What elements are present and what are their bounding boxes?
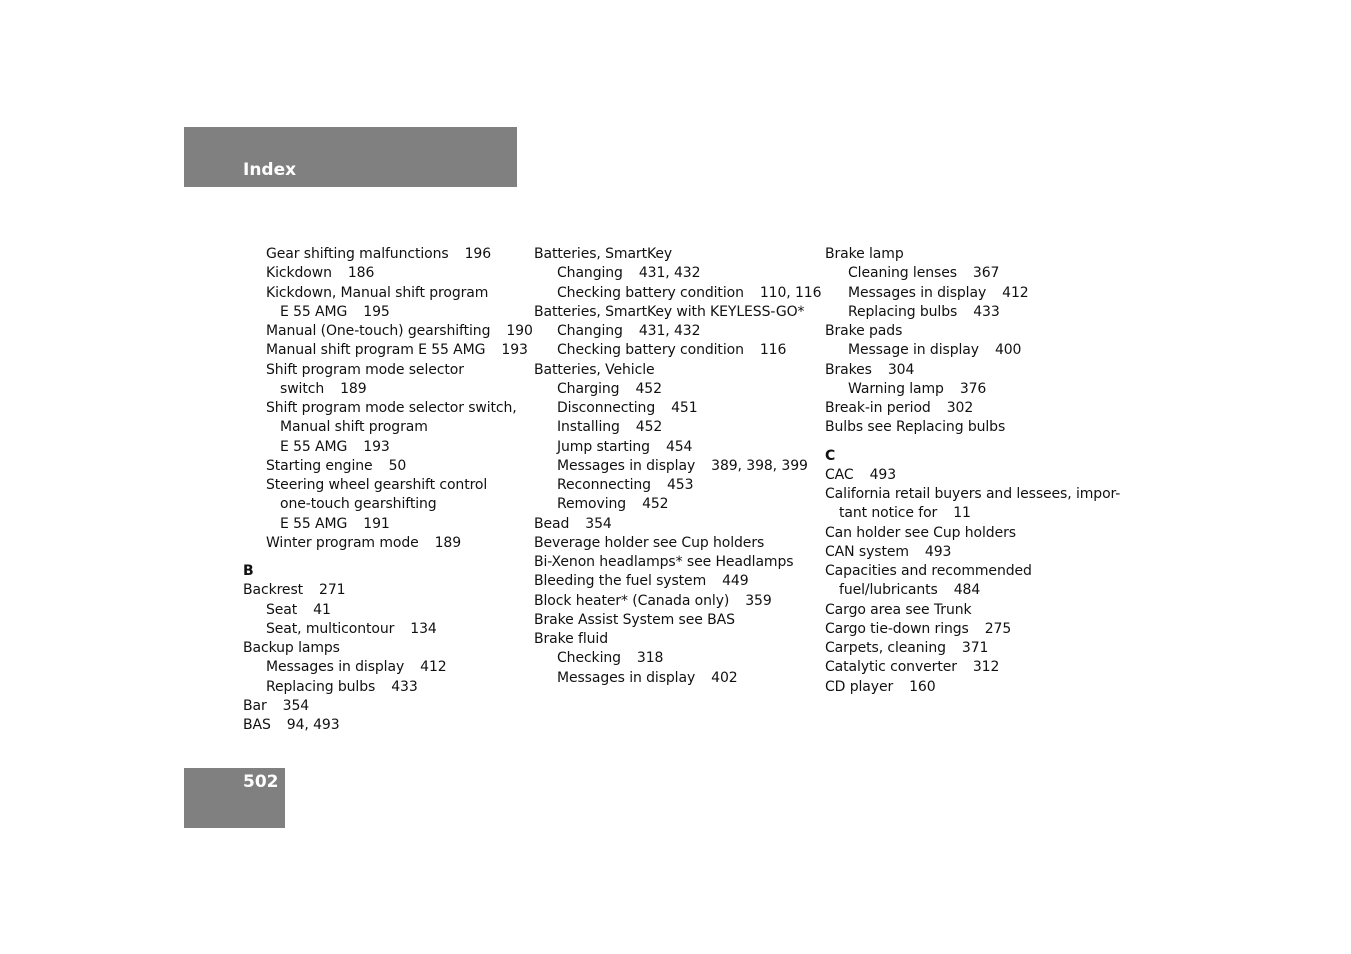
index-entry (534, 457, 819, 476)
index-page-ref: 452 (635, 380, 662, 397)
index-term: Manual shift program (280, 419, 428, 436)
index-term: Starting engine (266, 457, 373, 474)
index-entry (243, 361, 528, 380)
index-entry (243, 399, 528, 418)
index-term: Batteries, SmartKey with KEYLESS-GO* (534, 303, 805, 320)
index-entry (534, 380, 819, 399)
index-term: CD player (825, 678, 894, 695)
index-term: Cargo tie-down rings (825, 620, 969, 637)
index-page-ref: 304 (887, 361, 915, 378)
index-page-ref: 454 (665, 438, 693, 455)
section-letter (243, 562, 528, 581)
index-term: switch (280, 380, 325, 397)
index-entry (534, 399, 819, 418)
index-term: Seat, multicontour (266, 620, 395, 637)
index-entry (825, 601, 1125, 620)
index-page-ref: 484 (953, 582, 981, 599)
index-page-ref: 41 (313, 601, 331, 618)
index-term: Bleeding the fuel system (534, 573, 707, 590)
index-page-ref: 275 (984, 620, 1012, 637)
index-entry (825, 562, 1125, 581)
index-term: Beverage holder see Cup holders (534, 534, 765, 551)
index-page-ref: 116 (759, 342, 787, 359)
index-entry (825, 658, 1125, 677)
index-term: Kickdown, Manual shift program (266, 284, 489, 301)
index-term: Bulbs see Replacing bulbs (825, 419, 1006, 436)
index-entry (243, 322, 533, 341)
index-entry (825, 485, 1125, 504)
index-entry (243, 601, 528, 620)
index-entry (825, 361, 1125, 380)
index-entry (534, 284, 822, 303)
index-term: Break-in period (825, 400, 931, 416)
page-title: Index (243, 160, 297, 180)
header-bar (184, 127, 517, 187)
index-term: Messages in display (557, 457, 696, 474)
index-entry (243, 620, 528, 639)
index-entry (243, 457, 528, 476)
index-term: BAS (243, 717, 271, 733)
index-page-ref: 359 (745, 592, 772, 609)
index-term: Seat (266, 601, 298, 618)
index-entry (825, 264, 1125, 283)
index-entry (534, 322, 819, 341)
index-page-ref: 449 (722, 573, 749, 590)
index-entry (825, 418, 1125, 437)
index-term: Checking battery condition (557, 342, 744, 359)
index-page-ref: 134 (410, 620, 437, 637)
index-term: Bi-Xenon headlamps* see Headlamps (534, 554, 794, 570)
index-entry (534, 515, 819, 534)
index-entry (534, 592, 819, 611)
index-page-ref: 451 (671, 400, 698, 416)
index-page-ref: 196 (464, 246, 491, 262)
index-page-ref: 50 (388, 457, 407, 474)
index-entry (243, 639, 528, 658)
index-page-ref: 189 (340, 380, 367, 397)
index-term: Brake fluid (534, 631, 608, 647)
index-entry (825, 341, 1125, 360)
index-term: Changing (557, 265, 623, 282)
index-entry (825, 303, 1125, 322)
index-entry (534, 264, 819, 283)
index-entry (534, 649, 819, 668)
index-page-ref: 110, 116 (759, 284, 822, 301)
index-term: Batteries, Vehicle (534, 361, 655, 378)
index-term: California retail buyers and lessees, impor- (825, 486, 1121, 502)
index-entry (534, 495, 819, 514)
index-page-ref: 160 (909, 678, 936, 695)
index-term: Steering wheel gearshift control (266, 477, 488, 493)
index-term: Capacities and recommended (825, 563, 1032, 579)
index-page-ref: 190 (506, 323, 533, 339)
index-term: E 55 AMG (280, 515, 348, 532)
index-term: Winter program mode (266, 534, 419, 551)
index-term: Manual shift program E 55 AMG (266, 342, 486, 359)
index-entry (534, 438, 819, 457)
index-term: Cleaning lenses (848, 265, 957, 282)
index-term: C (825, 447, 836, 464)
index-entry (825, 322, 1125, 341)
index-page-ref: 452 (642, 496, 669, 513)
index-term: Jump starting (557, 438, 650, 455)
index-term: CAC (825, 466, 854, 483)
index-term: one-touch gearshifting (280, 496, 437, 513)
index-page-ref: 453 (666, 477, 694, 493)
index-page-ref: 354 (585, 515, 612, 532)
index-entry (825, 504, 1125, 523)
index-term: Removing (557, 496, 627, 513)
index-entry (534, 534, 819, 553)
index-term: Disconnecting (557, 400, 656, 416)
index-page-ref: 302 (946, 400, 974, 416)
index-page-ref: 312 (972, 659, 1000, 676)
index-entry (243, 303, 528, 322)
index-term: Block heater* (Canada only) (534, 592, 730, 609)
index-term: Replacing bulbs (266, 678, 376, 695)
index-term: Reconnecting (557, 477, 651, 493)
index-entry (534, 245, 819, 264)
index-entry (534, 630, 819, 649)
index-entry (825, 581, 1125, 600)
index-term: Checking (557, 650, 621, 667)
index-term: Charging (557, 380, 620, 397)
index-entry (825, 245, 1125, 264)
index-page-ref: 376 (959, 380, 987, 397)
index-entry (825, 639, 1125, 658)
index-term: fuel/lubricants (839, 582, 938, 599)
index-term: E 55 AMG (280, 438, 348, 455)
index-page-ref: 271 (319, 582, 346, 599)
index-entry (243, 534, 528, 553)
index-page-ref: 11 (953, 505, 971, 522)
index-term: Replacing bulbs (848, 303, 958, 320)
index-page-ref: 412 (1002, 284, 1029, 301)
index-term: Changing (557, 323, 623, 339)
index-page-ref: 193 (363, 438, 390, 455)
index-entry (825, 380, 1125, 399)
index-entry (243, 438, 528, 457)
index-column-1 (243, 245, 533, 735)
index-entry (534, 476, 819, 495)
index-entry (243, 678, 528, 697)
index-entry (825, 524, 1125, 543)
index-term: Carpets, cleaning (825, 640, 946, 656)
index-term: Brake Assist System see BAS (534, 611, 735, 628)
index-term: Brake pads (825, 323, 903, 339)
index-term: Gear shifting malfunctions (266, 246, 449, 262)
index-entry (534, 611, 819, 630)
index-entry (534, 303, 819, 322)
index-entry (825, 543, 1125, 562)
index-page-ref: 433 (973, 303, 1000, 320)
index-page-ref: 195 (363, 303, 390, 320)
index-page-ref: 433 (391, 678, 418, 695)
index-entry (243, 716, 528, 735)
index-term: Message in display (848, 342, 979, 359)
index-entry (534, 572, 819, 591)
index-page-ref: 371 (961, 640, 989, 656)
index-entry (243, 476, 528, 495)
index-page-ref: 493 (869, 466, 897, 483)
index-page-ref: 452 (635, 419, 663, 436)
section-letter (825, 447, 1125, 466)
index-entry (243, 284, 528, 303)
index-page-ref: 431, 432 (638, 265, 701, 282)
index-term: B (243, 563, 254, 579)
index-entry (243, 341, 528, 360)
index-entry (243, 581, 528, 600)
index-entry (825, 399, 1125, 418)
index-term: Kickdown (266, 265, 332, 282)
index-page-ref: 367 (972, 265, 1000, 282)
index-entry (534, 361, 819, 380)
index-term: Cargo area see Trunk (825, 601, 972, 618)
index-entry (243, 658, 528, 677)
page-number-box (184, 768, 285, 828)
index-term: Messages in display (557, 669, 696, 686)
index-page-ref: 318 (636, 650, 664, 667)
index-entry (243, 515, 528, 534)
index-entry (243, 264, 528, 283)
index-term: Bar (243, 697, 267, 714)
index-page-ref: 402 (711, 669, 738, 686)
index-entry (825, 466, 1125, 485)
index-entry (534, 669, 819, 688)
index-term: Messages in display (848, 284, 987, 301)
index-term: E 55 AMG (280, 303, 348, 320)
index-entry (243, 380, 528, 399)
index-entry (243, 418, 528, 437)
index-entry (243, 697, 528, 716)
index-page-ref: 189 (434, 534, 462, 551)
index-term: Bead (534, 515, 570, 532)
index-term: CAN system (825, 543, 909, 560)
index-entry (825, 678, 1125, 697)
index-entry (825, 284, 1125, 303)
index-term: Shift program mode selector (266, 361, 464, 378)
index-term: Catalytic converter (825, 659, 957, 676)
index-term: Installing (557, 419, 620, 436)
index-entry (243, 245, 528, 264)
index-page-ref: 400 (994, 342, 1022, 359)
index-term: Backrest (243, 582, 304, 599)
index-page-ref: 389, 398, 399 (711, 457, 808, 474)
index-term: Shift program mode selector switch, (266, 400, 517, 416)
index-page-ref: 186 (347, 265, 375, 282)
index-entry (243, 495, 528, 514)
index-page-ref: 354 (282, 697, 310, 714)
index-page-ref: 412 (420, 659, 447, 676)
index-page-ref: 191 (363, 515, 390, 532)
index-page-ref: 493 (924, 543, 952, 560)
index-term: Brake lamp (825, 246, 904, 262)
index-entry (534, 553, 819, 572)
index-term: Batteries, SmartKey (534, 246, 673, 262)
index-page-ref: 193 (501, 342, 528, 359)
index-term: Can holder see Cup holders (825, 524, 1016, 541)
index-column-2 (534, 245, 822, 688)
index-entry (825, 620, 1125, 639)
index-page-ref: 431, 432 (638, 323, 701, 339)
index-term: tant notice for (839, 505, 938, 522)
index-term: Messages in display (266, 659, 405, 676)
index-entry (534, 341, 819, 360)
index-column-3 (825, 245, 1125, 697)
page-number: 502 (243, 772, 279, 792)
index-entry (534, 418, 819, 437)
index-term: Manual (One-touch) gearshifting (266, 323, 491, 339)
index-term: Checking battery condition (557, 284, 744, 301)
index-term: Brakes (825, 361, 872, 378)
index-term: Backup lamps (243, 640, 340, 656)
index-page-ref: 94, 493 (286, 717, 340, 733)
index-term: Warning lamp (848, 380, 944, 397)
